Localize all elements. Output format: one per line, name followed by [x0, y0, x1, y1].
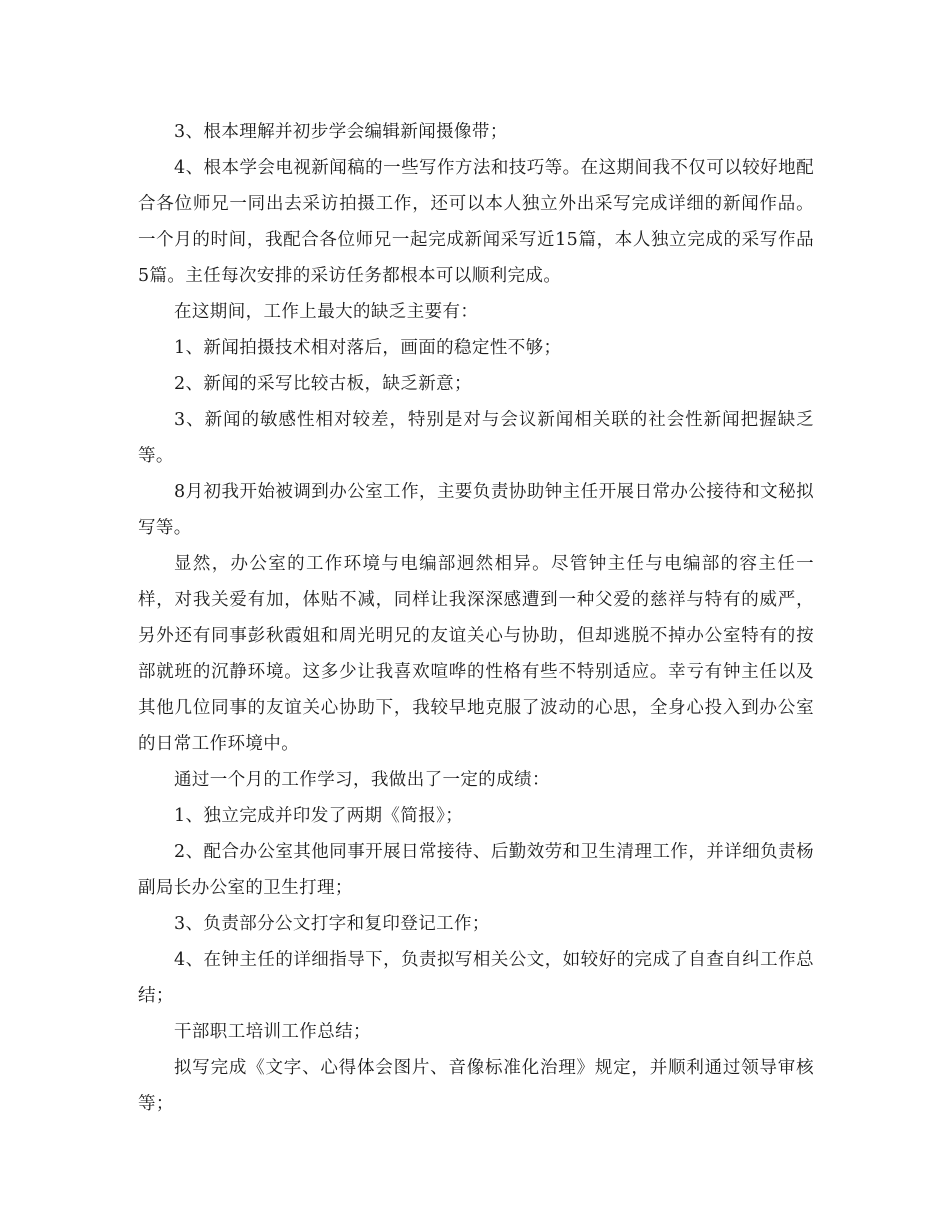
paragraph-15: 拟写完成《文字、心得体会图片、音像标准化治理》规定，并顺利通过领导审核等； [138, 1058, 814, 1114]
document-body [138, 114, 814, 1122]
paragraph-4: 1、新闻拍摄技术相对落后，画面的稳定性不够； [174, 338, 562, 358]
paragraph-13: 4、在钟主任的详细指导下，负责拟写相关公文，如较好的完成了自查自纠工作总结； [138, 950, 814, 1006]
paragraph-3: 在这期间，工作上最大的缺乏主要有： [174, 302, 479, 322]
paragraph-12: 3、负责部分公文打字和复印登记工作； [174, 914, 490, 934]
paragraph-1: 3、根本理解并初步学会编辑新闻摄像带； [174, 122, 508, 142]
paragraph-6: 3、新闻的敏感性相对较差，特别是对与会议新闻相关联的社会性新闻把握缺乏等。 [138, 410, 814, 466]
paragraph-9: 通过一个月的工作学习，我做出了一定的成绩： [174, 770, 550, 790]
paragraph-10: 1、独立完成并印发了两期《简报》； [174, 806, 464, 826]
paragraph-7: 8月初我开始被调到办公室工作，主要负责协助钟主任开展日常办公接待和文秘拟写等。 [138, 482, 814, 538]
paragraph-2: 4、根本学会电视新闻稿的一些写作方法和技巧等。在这期间我不仅可以较好地配合各位师兄一同出去采访拍摄工作，还可以本人独立外出采写完成详细的新闻作品。一个月的时间，我配合各位师兄一起完成新闻采写近15篇，本人独立完成的采写作品5篇。主任每次安排的采访任务都根本可以顺利完成。 [138, 158, 814, 286]
paragraph-14: 干部职工培训工作总结； [174, 1022, 371, 1042]
paragraph-11: 2、配合办公室其他同事开展日常接待、后勤效劳和卫生清理工作，并详细负责杨副局长办公室的卫生打理； [138, 842, 814, 898]
paragraph-5: 2、新闻的采写比较古板，缺乏新意； [174, 374, 472, 394]
paragraph-8: 显然，办公室的工作环境与电编部迥然相异。尽管钟主任与电编部的容主任一样，对我关爱有加，体贴不减，同样让我深深感遭到一种父爱的慈祥与特有的威严，另外还有同事彭秋霞姐和周光明兄的友谊关心与协助，但却逃脱不掉办公室特有的按部就班的沉静环境。这多少让我喜欢喧哗的性格有些不特别适应。幸亏有钟主任以及其他几位同事的友谊关心协助下，我较早地克服了波动的心思，全身心投入到办公室的日常工作环境中。 [138, 554, 814, 754]
